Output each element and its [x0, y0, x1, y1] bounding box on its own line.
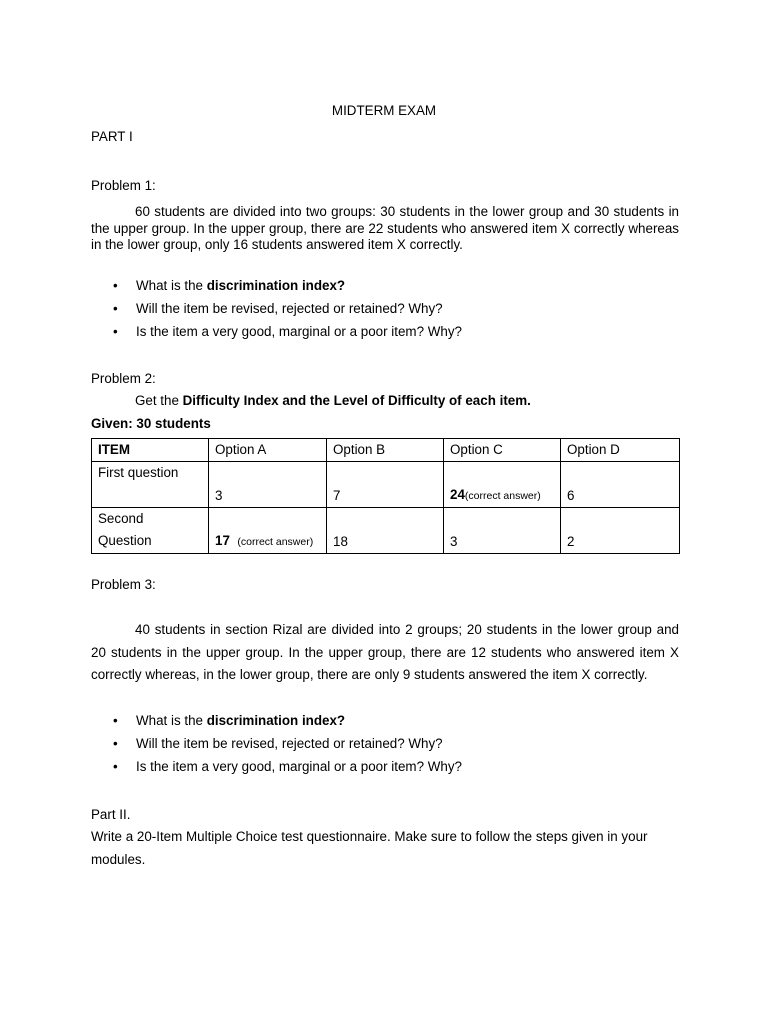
- problem-3-text: 40 students in section Rizal are divided into 2 groups; 20 students in the lower group and 20 students in the upper group. In the upper group, there are 12 students who answered item X correctly whereas, in the lower group, there are only 9 students answered the item X correctly.: [91, 622, 679, 682]
- problem-3-questions: [91, 713, 462, 782]
- table-header: Option B: [327, 439, 444, 462]
- table-header: ITEM: [92, 439, 209, 462]
- list-item: • What is the discrimination index?: [91, 278, 462, 301]
- list-item: • Is the item a very good, marginal or a poor item? Why?: [91, 759, 462, 782]
- part-two-text: Write a 20-Item Multiple Choice test questionnaire. Make sure to follow the steps given in your modules.: [91, 829, 648, 867]
- table-cell: 6: [561, 462, 680, 508]
- part-one-heading: PART I: [91, 129, 133, 144]
- list-item: • What is the discrimination index?: [91, 713, 462, 736]
- table-cell: 3: [209, 462, 327, 508]
- table-row: [92, 462, 680, 508]
- table-header: Option A: [209, 439, 327, 462]
- difficulty-table: [91, 438, 680, 554]
- table-cell: 7: [327, 462, 444, 508]
- table-cell: 17 (correct answer): [209, 508, 327, 554]
- list-item: • Will the item be revised, rejected or retained? Why?: [91, 736, 462, 759]
- table-header: Option C: [444, 439, 561, 462]
- problem-1-heading: Problem 1:: [91, 178, 156, 193]
- problem-1-questions: [91, 278, 462, 347]
- problem-2-given: Given: 30 students: [91, 416, 211, 431]
- table-cell: First question: [92, 462, 209, 508]
- problem-1-text: 60 students are divided into two groups: 30 students in the lower group and 30 students in the upper group. In the upper group, there are 22 students who answered item X correctly whereas in the lower group, only 16 students answered item X correctly.: [91, 204, 679, 252]
- list-item: • Will the item be revised, rejected or retained? Why?: [91, 301, 462, 324]
- problem-3-heading: Problem 3:: [91, 577, 156, 592]
- list-item: • Is the item a very good, marginal or a poor item? Why?: [91, 324, 462, 347]
- table-cell: 3: [444, 508, 561, 554]
- table-cell: 24(correct answer): [444, 462, 561, 508]
- table-cell: 18: [327, 508, 444, 554]
- table-cell: 2: [561, 508, 680, 554]
- problem-2-heading: Problem 2:: [91, 371, 156, 386]
- problem-2-instruction: Get the Difficulty Index and the Level of Difficulty of each item.: [135, 393, 531, 408]
- table-header: Option D: [561, 439, 680, 462]
- table-cell: Second Question: [92, 508, 209, 554]
- table-header-row: [92, 439, 680, 462]
- part-two-heading: Part II.: [91, 807, 131, 822]
- table-row: [92, 508, 680, 554]
- page-title: MIDTERM EXAM: [331, 103, 437, 118]
